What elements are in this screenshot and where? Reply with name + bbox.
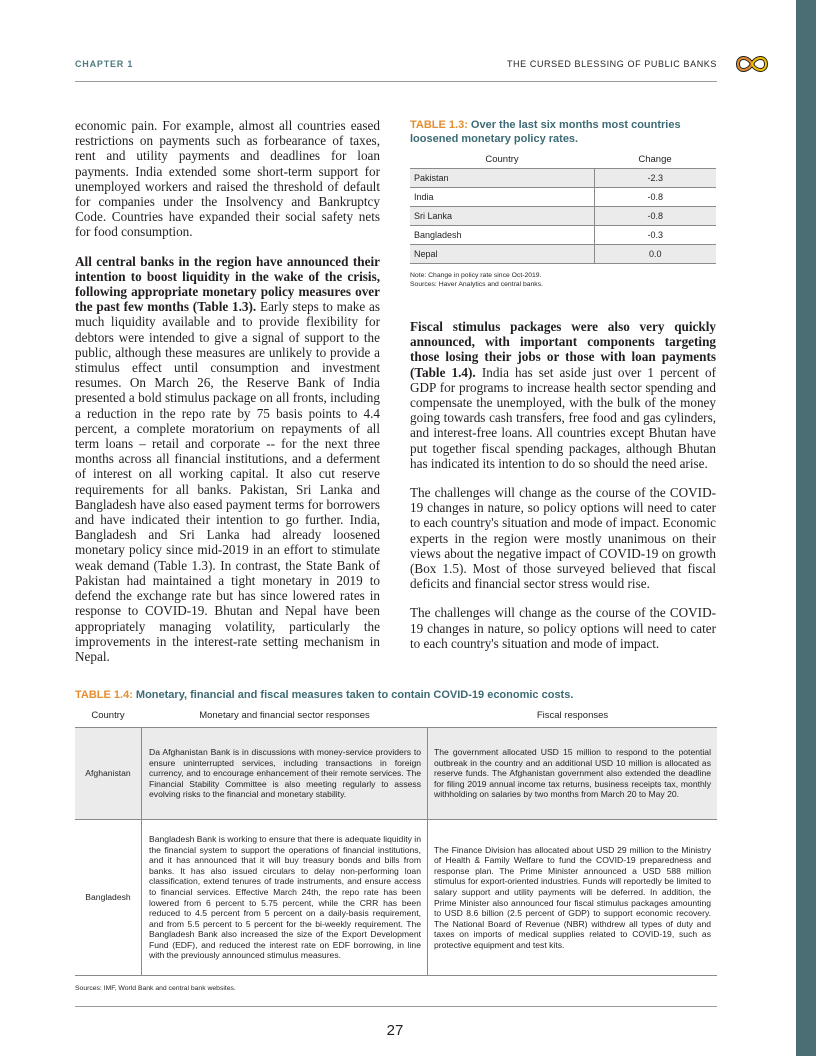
cell-change: -2.3 xyxy=(594,169,716,188)
cell-change: 0.0 xyxy=(594,245,716,264)
cell-country: Nepal xyxy=(410,245,594,264)
cell-country: Sri Lanka xyxy=(410,207,594,226)
table-row xyxy=(410,207,716,226)
cell-change: -0.3 xyxy=(594,226,716,245)
table-1-4-header xyxy=(75,707,717,728)
cell-monetary: Da Afghanistan Bank is in discussions with money-service providers to ensure uninterrupted services, including transactions in foreign currency, and to encourage enhancement of their remote services. The Financial Stability Committee is also meeting regularly to assess evolving risks to the financial and monetary stability. xyxy=(141,728,428,819)
column-header-country: Country xyxy=(91,710,125,721)
cell-country: India xyxy=(410,188,594,207)
table-row xyxy=(75,728,717,820)
column-header-change: Change xyxy=(638,154,672,165)
cell-country: Pakistan xyxy=(410,169,594,188)
cell-monetary: Bangladesh Bank is working to ensure that there is adequate liquidity in the financial system to support the operations of financial institutions, and it has announced that it will buy treasury bonds and bills from banks. It has also issued circulars to delay non-performing loan classification, extend tenures of trade instruments, and ensure access to financial services. Effective March 24th, the repo rate has been lowered from 6 percent to 5.75 percent, while the CRR has been reduced to 4.5 percent from 5 percent on a daily-basis requirement, and from 5.5 percent to 5 percent for the bi-weekly requirement. The Bangladesh Bank also increased the size of the Export Development Fund (EDF), and reduced the interest rate on EDF borrowing, in line with the previously announced stimulus measures. xyxy=(141,820,428,975)
table-1-3-title xyxy=(410,118,710,146)
header-rule xyxy=(75,81,717,82)
cell-change: -0.8 xyxy=(594,207,716,226)
table-row xyxy=(410,245,716,264)
table-row xyxy=(410,169,716,188)
cell-fiscal: The Finance Division has allocated about USD 29 million to the Ministry of Health & Family Welfare to fund the COVID-19 preparedness and response plan. The Prime Minister announced a USD 588 million stimulus for export-oriented industries. Funds will reportedly be limited to salary support and utility payments will be deferred. In addition, the Prime Minister also announced four fiscal stimulus packages amounting to USD 8.6 billion (2.5 percent of GDP) to support economic recovery. The National Board of Revenue (NBR) withdrew all types of duty and taxes on imports of medical supplies related to COVID-19, such as protective equipment and test kits. xyxy=(434,844,711,950)
running-title: THE CURSED BLESSING OF PUBLIC BANKS xyxy=(506,59,717,69)
chapter-label: CHAPTER 1 xyxy=(75,59,134,69)
paragraph-body: Early steps to make as much liquidity available and to provide flexibility for debtors were intended to give a signal of support to the public, although these measures are unlikely to provide a stimulus effect until consumption and investment resumes. On March 26, the Reserve Bank of India presented a bold stimulus package on all fronts, including a reduction in the repo rate by 75 basis points to 4.4 percent, a complete moratorium on repayments of all term loans – retail and corporate -- for the next three months across all financial institutions, and a deferment of interest on all working capital. It also cut reserve requirements for all banks. Pakistan, Sri Lanka and Bangladesh have also eased payment terms for borrowers and have indicated their intention to go further. India, Bangladesh and Sri Lanka had already loosened monetary policy since mid-2019 in an effort to stimulate weak demand (Table 1.3). In contrast, the State Bank of Pakistan had maintained a tight monetary in 2019 to defend the exchange rate but has since lowered rates in response to COVID-19. Bhutan and Nepal have been appropriately managing volatility, particularly the improvements in the interest-rate setting mechanism in Nepal. xyxy=(75,299,380,664)
table-label: TABLE 1.3: xyxy=(410,119,468,131)
cell-country: Bangladesh xyxy=(85,892,131,903)
paragraph xyxy=(410,319,716,471)
paragraph xyxy=(75,254,380,664)
paragraph-lead: Fiscal stimulus packages were also very quickly announced, with important components targeting those losing their jobs or those with loan payments (Table 1.4). xyxy=(410,319,716,380)
column-header-country: Country xyxy=(485,154,519,165)
paragraph: The challenges will change as the course of the COVID-19 changes in nature, so policy options will need to cater to each country's situation and mode of impact. xyxy=(410,605,716,651)
cell-country: Afghanistan xyxy=(85,768,131,779)
paragraph-lead: All central banks in the region have announced their intention to boost liquidity in the wake of the crisis, following appropriate monetary policy measures over the past few months (Table 1.3). xyxy=(75,253,380,315)
table-caption: Monetary, financial and fiscal measures taken to contain COVID-19 economic costs. xyxy=(132,689,574,701)
table-1-3 xyxy=(410,151,716,264)
left-column xyxy=(75,118,380,678)
paragraph-body: India has set aside just over 1 percent of GDP for programs to increase health sector spending and compensate the unemployed, with the bulk of the money going towards cash transfers, free food and gas cylinders, and interest-free loans. All countries except Bhutan have put together fiscal spending packages, although Bhutan has indicated its intention to do so should the need arise. xyxy=(410,364,717,471)
right-column xyxy=(410,319,716,665)
table-note: Note: Change in policy rate since Oct-2019. xyxy=(410,272,542,279)
table-caption: Over the last six months most countries loosened monetary policy rates. xyxy=(410,119,681,145)
infinity-logo-icon xyxy=(735,51,769,77)
table-label: TABLE 1.4: xyxy=(75,689,133,701)
page-number: 27 xyxy=(386,1022,404,1039)
column-header-fiscal: Fiscal responses xyxy=(536,710,609,721)
cell-change: -0.8 xyxy=(594,188,716,207)
table-row xyxy=(410,226,716,245)
side-color-bar xyxy=(796,0,816,1056)
column-header-monetary: Monetary and financial sector responses xyxy=(199,710,370,721)
cell-fiscal: The government allocated USD 15 million to respond to the potential outbreak in the country and an additional USD 10 million is allocated as reserve funds. The Afghanistan government also extended the deadline for filing 2019 annual income tax returns, business receipts tax, monthly withholding on salaries by two months from March 20 to May 20. xyxy=(434,747,711,800)
paragraph: economic pain. For example, almost all countries eased restrictions on payments such as forbearance of taxes, rent and utility payments and deadlines for loan payments. India extended some short-term support for unemployed workers and raised the threshold of default for companies under the Insolvency and Bankruptcy Code. Countries have expanded their social safety nets for food consumption. xyxy=(75,118,380,240)
footer-rule xyxy=(75,1006,717,1007)
table-sources: Sources: Haver Analytics and central banks. xyxy=(410,281,543,288)
table-1-4-sources: Sources: IMF, World Bank and central bank websites. xyxy=(75,985,236,992)
table-row xyxy=(75,820,717,976)
table-row xyxy=(410,188,716,207)
table-1-3-notes xyxy=(410,271,543,289)
paragraph: The challenges will change as the course of the COVID-19 changes in nature, so policy options will need to cater to each country's situation and mode of impact. Economic experts in the region were mostly unanimous on their views about the negative impact of COVID-19 on growth (Box 1.5). Most of those surveyed believed that fiscal deficits and financial sector stress would rise. xyxy=(410,485,716,592)
table-1-4-title xyxy=(75,689,573,701)
cell-country: Bangladesh xyxy=(410,226,594,245)
